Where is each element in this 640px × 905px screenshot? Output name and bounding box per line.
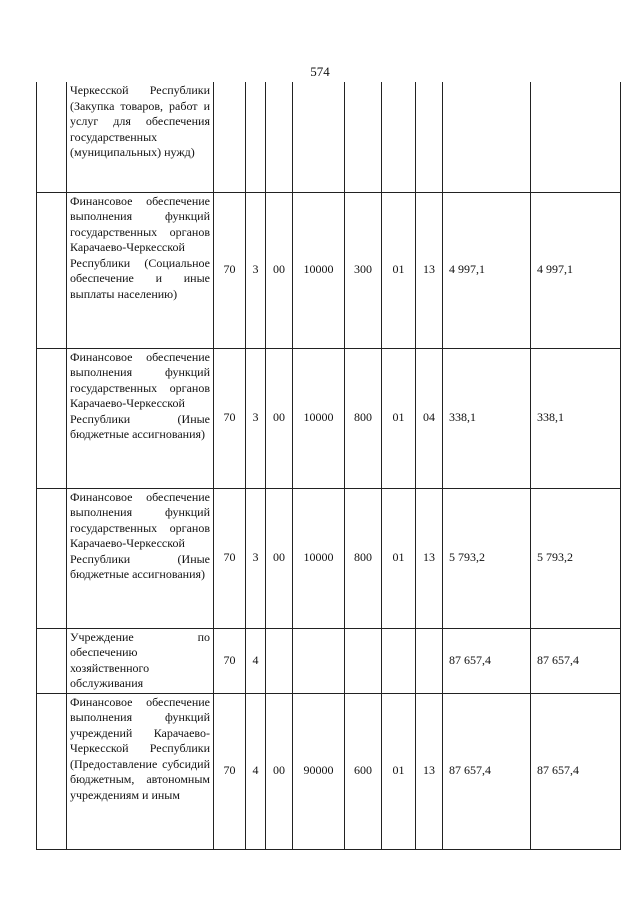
code-section: 01 (382, 192, 416, 348)
item-name: Финансовое обеспечение выполнения функций государственных органов Карачаево-Черкесской Республики (Иные бюджетные ассигнования) (67, 488, 214, 628)
code-expense-type: 800 (345, 348, 382, 488)
code-subsection: 13 (416, 693, 443, 849)
code-subsection: 13 (416, 192, 443, 348)
table-row (37, 693, 621, 849)
table-row (37, 348, 621, 488)
code-direction: 10000 (293, 348, 345, 488)
code-ministry (214, 82, 246, 192)
code-section (382, 82, 416, 192)
code-subprogram: 00 (266, 348, 293, 488)
code-subsection (416, 82, 443, 192)
amount-1: 87 657,4 (443, 693, 531, 849)
code-subprogram: 00 (266, 192, 293, 348)
amount-2: 5 793,2 (531, 488, 621, 628)
code-program (246, 82, 266, 192)
amount-2: 4 997,1 (531, 192, 621, 348)
table-row (37, 628, 621, 693)
table-row (37, 192, 621, 348)
code-program: 4 (246, 693, 266, 849)
blank-cell (37, 192, 67, 348)
code-subsection: 13 (416, 488, 443, 628)
code-ministry: 70 (214, 348, 246, 488)
code-subprogram (266, 82, 293, 192)
code-subsection (416, 628, 443, 693)
code-subprogram (266, 628, 293, 693)
item-name: Черкесской Республики (Закупка товаров, работ и услуг для обеспечения государственных (муниципальных) нужд) (67, 82, 214, 192)
code-expense-type (345, 82, 382, 192)
amount-1: 338,1 (443, 348, 531, 488)
code-section: 01 (382, 488, 416, 628)
table-row (37, 488, 621, 628)
table-row (37, 82, 621, 192)
item-name: Учреждение по обеспечению хозяйственного обслуживания (67, 628, 214, 693)
amount-1 (443, 82, 531, 192)
code-subprogram: 00 (266, 488, 293, 628)
code-section (382, 628, 416, 693)
amount-2: 338,1 (531, 348, 621, 488)
blank-cell (37, 488, 67, 628)
page-number: 574 (310, 64, 330, 79)
item-name: Финансовое обеспечение выполнения функций учреждений Карачаево-Черкесской Республики (Предоставление субсидий бюджетным, автономным учреждениям и иным (67, 693, 214, 849)
code-program: 3 (246, 192, 266, 348)
code-direction (293, 82, 345, 192)
blank-cell (37, 693, 67, 849)
amount-1: 4 997,1 (443, 192, 531, 348)
code-subprogram: 00 (266, 693, 293, 849)
code-direction: 10000 (293, 192, 345, 348)
blank-cell (37, 82, 67, 192)
code-section: 01 (382, 693, 416, 849)
code-expense-type: 600 (345, 693, 382, 849)
code-program: 3 (246, 488, 266, 628)
code-ministry: 70 (214, 488, 246, 628)
code-ministry: 70 (214, 628, 246, 693)
code-direction: 90000 (293, 693, 345, 849)
amount-1: 5 793,2 (443, 488, 531, 628)
amount-1: 87 657,4 (443, 628, 531, 693)
item-name: Финансовое обеспечение выполнения функций государственных органов Карачаево-Черкесской Республики (Социальное обеспечение и иные выплаты населению) (67, 192, 214, 348)
code-program: 4 (246, 628, 266, 693)
code-direction: 10000 (293, 488, 345, 628)
code-program: 3 (246, 348, 266, 488)
budget-table (36, 82, 621, 850)
code-expense-type (345, 628, 382, 693)
amount-2 (531, 82, 621, 192)
amount-2: 87 657,4 (531, 628, 621, 693)
blank-cell (37, 348, 67, 488)
code-direction (293, 628, 345, 693)
item-name: Финансовое обеспечение выполнения функций государственных органов Карачаево-Черкесской Республики (Иные бюджетные ассигнования) (67, 348, 214, 488)
code-expense-type: 800 (345, 488, 382, 628)
code-ministry: 70 (214, 192, 246, 348)
blank-cell (37, 628, 67, 693)
amount-2: 87 657,4 (531, 693, 621, 849)
code-expense-type: 300 (345, 192, 382, 348)
code-subsection: 04 (416, 348, 443, 488)
code-ministry: 70 (214, 693, 246, 849)
code-section: 01 (382, 348, 416, 488)
